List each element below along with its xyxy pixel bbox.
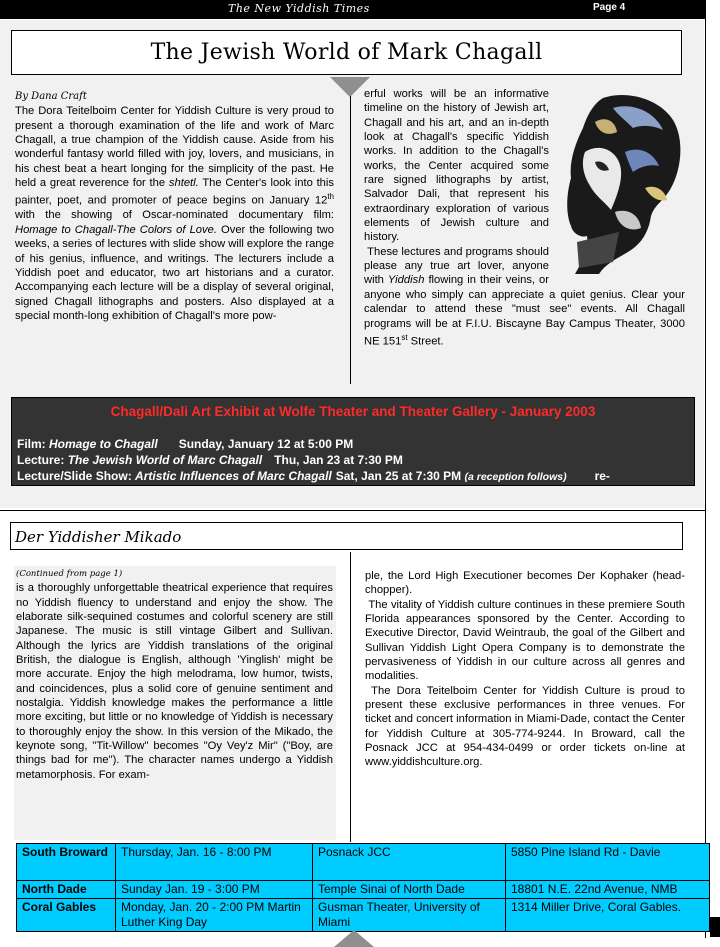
newspaper-name: The New Yiddish Times	[228, 2, 370, 15]
date-cell: Monday, Jan. 20 - 2:00 PM Martin Luther King Day	[116, 899, 313, 932]
article-paragraph: The vitality of Yiddish culture continues in these premiere South Florida appearances sponsored by the Center. According to Executive Director, David Weintraub, the goal of the Gilbert and Sullivan Yiddish Light Opera Company is to demonstrate the pervasiveness of Yiddish in our culture across all genres and modalities.	[365, 598, 685, 683]
table-row	[17, 899, 710, 932]
table-shadow	[710, 917, 720, 937]
title-prefix: Der Yiddisher	[15, 528, 125, 546]
masthead-bar	[0, 0, 705, 19]
article-paragraph: These lectures and programs should please any true art lover, anyone with Yiddish flowing in their veins, or anyone who simply can appreciate a quiet genius. Clear your calendar to attend these "must see" events. All Chagall programs will be at F.I.U. Biscayne Bay Campus Theater, 3000 NE 151st Street.	[364, 245, 685, 348]
event-label: Lecture/Slide Show:	[17, 469, 136, 483]
table-row	[17, 881, 710, 899]
article-title	[10, 522, 683, 550]
article-paragraph: ple, the Lord High Executioner becomes Der Kophaker (head-chopper).	[365, 570, 685, 597]
trailing-text: re-	[594, 469, 610, 483]
byline: By Dana Craft	[15, 91, 87, 102]
venue-cell: Temple Sinai of North Dade	[313, 881, 506, 899]
event-heading: Chagall/Dali Art Exhibit at Wolfe Theater and Theater Gallery - January 2003	[110, 404, 596, 419]
article-column-left	[16, 567, 333, 782]
event-label: Film:	[17, 437, 49, 451]
article-column-right	[364, 87, 685, 349]
event-datetime: Thu, Jan 23 at 7:30 PM	[274, 453, 403, 467]
article-column-right	[365, 569, 685, 770]
table-row	[17, 844, 710, 881]
date-cell: Sunday Jan. 19 - 3:00 PM	[116, 881, 313, 899]
chagall-portrait-image	[555, 92, 685, 274]
divider-arrow-icon	[334, 930, 374, 947]
article-title: The Jewish World of Mark Chagall	[11, 30, 682, 75]
performance-schedule-table	[16, 843, 710, 932]
article-paragraph: erful works will be an informative timeline on the history of Jewish art, Chagall and his art, and an in-depth look at Chagall's specific Yiddish works. In addition to the Chagall's works, the Center acquired some rare signed lithographs by artist, Salvador Dali, that represent his extraordinary exploration of various elements of Jewish culture and history.	[364, 88, 549, 244]
article-column-left	[15, 90, 334, 323]
section-divider	[0, 510, 705, 511]
reception-note: (a reception follows)	[464, 471, 567, 483]
event-film-line	[17, 437, 353, 451]
event-slideshow-line	[17, 469, 610, 483]
column-divider	[350, 552, 351, 842]
venue-cell: Gusman Theater, University of Miami	[313, 899, 506, 932]
column-divider	[350, 96, 351, 384]
address-cell: 5850 Pine Island Rd - Davie	[506, 844, 710, 881]
title-italic: Mikado	[124, 528, 182, 546]
region-cell: South Broward	[17, 844, 116, 881]
article-paragraph: The Dora Teitelboim Center for Yiddish Culture is very proud to present a thorough examination of the life and work of Marc Chagall, a true champion of the Yiddish cause. Aside from his wonderful fantasy world filled with joy, lovers, and musicians, in his chest beat a heart longing for the simplicity of the past. He held a great reverence for the shtetl. The Center's look into this painter, poet, and promoter of peace begins on January 12th with the showing of Oscar-nominated documentary film: Homage to Chagall-The Colors of Love. Over the following two weeks, a series of lectures with slide show will explore the range of his genius, influence, and writings. The lecturers include a Yiddish poet and educator, two art historians and a curator. Accompanying each lecture will be a display of several original, signed Chagall lithographs and posters. Also displayed at a special month-long exhibition of Chagall's more pow-	[15, 105, 334, 322]
date-cell: Thursday, Jan. 16 - 8:00 PM	[116, 844, 313, 881]
region-cell: North Dade	[17, 881, 116, 899]
address-cell: 18801 N.E. 22nd Avenue, NMB	[506, 881, 710, 899]
event-title: The Jewish World of Marc Chagall	[67, 453, 263, 467]
event-datetime: Sat, Jan 25 at 7:30 PM	[335, 469, 465, 483]
article-paragraph: is a thoroughly unforgettable theatrical experience that requires no Yiddish fluency to understand and enjoy the show. The elaborate silk-sequined costumes and colorful scenery are still Japanese. The music is still vintage Gilbert and Sullivan. Although the lyrics are Yiddish translations of the original British, the dialogue is English, although 'Yinglish' might be more accurate. Enjoy the high melodrama, low humor, twists, and coincidences, plus a solid core of genuine sentiment and nostalgia. Yiddish knowledge makes the performance a little more exciting, but little or no knowledge of Yiddish is necessary to thoroughly enjoy the show. In this version of the Mikado, the keynote song, "Tit-Willow" becomes "Oy Vey'z Mir" ("Boy, are things bad for me"). The character names undergo a Yiddish metamorphosis. For exam-	[16, 582, 333, 781]
event-label: Lecture:	[17, 453, 68, 467]
event-datetime: Sunday, January 12 at 5:00 PM	[178, 437, 354, 451]
article-paragraph: The Dora Teitelboim Center for Yiddish Culture is proud to present these exclusive performances in three venues. For ticket and concert information in Miami-Dade, contact the Center for Yiddish Culture at 305-774-9244. In Broward, call the Posnack JCC at 954-434-0499 or order tickets on-line at www.yiddishculture.org.	[365, 684, 685, 769]
venue-cell: Posnack JCC	[313, 844, 506, 881]
event-schedule-box	[11, 397, 695, 486]
continued-note: (Continued from page 1)	[16, 569, 123, 579]
region-cell: Coral Gables	[17, 899, 116, 932]
address-cell: 1314 Miller Drive, Coral Gables.	[506, 899, 710, 932]
page-edge-rule	[705, 0, 706, 938]
event-title: Artistic Influences of Marc Chagall	[135, 469, 332, 483]
page-number: Page 4	[593, 2, 626, 13]
event-lecture-line	[17, 453, 403, 467]
event-title: Homage to Chagall	[49, 437, 158, 451]
